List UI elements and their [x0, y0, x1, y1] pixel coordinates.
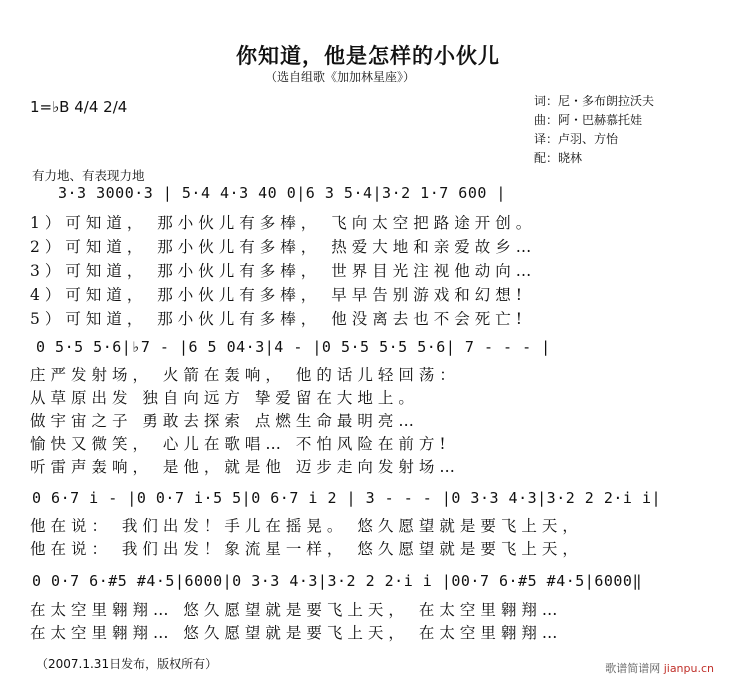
notation-line-2: 0 5·5 5·6|♭7 - |6 5 04·3|4 - |0 5·5 5·5 5·6| 7 - - - | [36, 338, 551, 356]
subtitle: （选自组歌《加加林星座》） [264, 70, 415, 84]
site-watermark [605, 660, 714, 676]
credits-block [534, 92, 654, 168]
lyric-line-2-5: 听雷声轰响， 是他，就是他 迈步走向发射场… [30, 458, 460, 476]
lyric-line-4-1: 在太空里翱翔… 悠久愿望就是要飞上天， 在太空里翱翔… [30, 601, 563, 619]
lyric-line-3-2: 他在说： 我们出发！象流星一样， 悠久愿望就是要飞上天， [30, 540, 583, 558]
publication-footer: （2007.1.31日发布，版权所有） [36, 657, 218, 671]
lyric-line-2-3: 做宇宙之子 勇敢去探索 点燃生命最明亮… [30, 412, 419, 430]
lyric-line-1-2: 2）可知道， 那小伙儿有多棒， 热爱大地和亲爱故乡… [30, 238, 537, 256]
credit-translator: 译：卢羽、方怡 [534, 132, 619, 146]
watermark-site-name: 歌谱简谱网 [605, 662, 661, 675]
lyric-line-2-4: 愉快又微笑， 心儿在歌唱… 不怕风险在前方! [30, 435, 451, 453]
credit-arranger: 配：晓林 [534, 151, 583, 165]
lyric-line-2-1: 庄严发射场， 火箭在轰响， 他的话儿轻回荡： [30, 366, 460, 384]
tempo-marking: 有力地、有表现力地 [32, 168, 145, 183]
lyric-line-1-4: 4）可知道， 那小伙儿有多棒， 早早告别游戏和幻想! [30, 286, 527, 304]
notation-line-3: 0 6·7 i - |0 0·7 i·5 5|0 6·7 i 2 | 3 - - - |0 3·3 4·3|3·2 2 2·i i| [32, 489, 662, 507]
watermark-domain: jianpu.cn [663, 662, 714, 675]
lyric-line-3-1: 他在说： 我们出发！手儿在摇晃。 悠久愿望就是要飞上天， [30, 517, 583, 535]
lyric-line-1-5: 5）可知道， 那小伙儿有多棒， 他没离去也不会死亡! [30, 310, 527, 328]
credit-composer: 曲：阿・巴赫慕托娃 [534, 113, 643, 127]
lyric-line-1-1: 1）可知道， 那小伙儿有多棒， 飞向太空把路途开创。 [30, 214, 537, 232]
page-title: 你知道，他是怎样的小伙儿 [236, 44, 500, 68]
credit-lyricist: 词：尼・多布朗拉沃夫 [534, 94, 655, 108]
lyric-line-4-2: 在太空里翱翔… 悠久愿望就是要飞上天， 在太空里翱翔… [30, 624, 563, 642]
lyric-line-1-3: 3）可知道， 那小伙儿有多棒， 世界目光注视他动向… [30, 262, 537, 280]
notation-line-1: 3·3 3000·3 | 5·4 4·3 40 0|6 3 5·4|3·2 1·7 600 | [58, 184, 506, 202]
key-signature: 1=♭B 4/4 2/4 [30, 98, 128, 116]
notation-line-4: 0 0·7 6·#5 #4·5|6000|0 3·3 4·3|3·2 2 2·i i |00·7 6·#5 #4·5|6000‖ [32, 572, 642, 590]
lyric-line-2-2: 从草原出发 独自向远方 挚爱留在大地上。 [30, 389, 419, 407]
